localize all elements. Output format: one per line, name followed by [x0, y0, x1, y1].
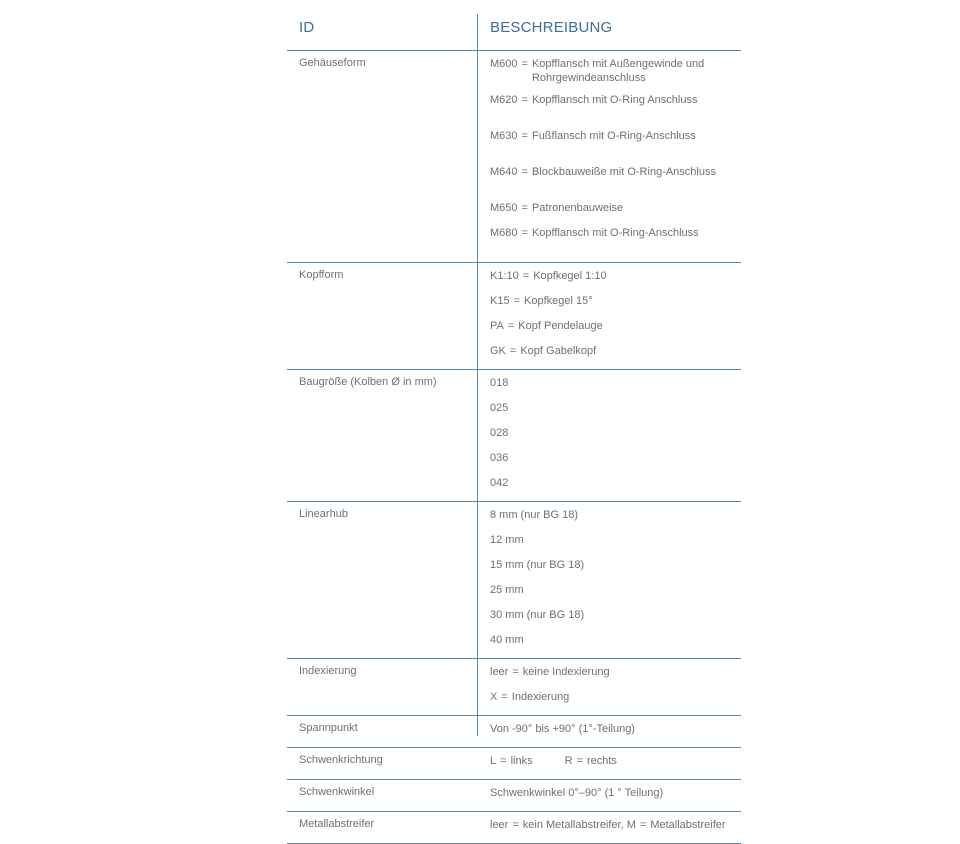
value-text: 30 mm (nur BG 18) [490, 609, 585, 621]
equals-sign: = [512, 819, 519, 831]
equals-sign: = [500, 755, 507, 767]
equals-sign: = [507, 320, 515, 332]
value-row [490, 129, 741, 165]
table-group [287, 812, 741, 844]
value-row [490, 508, 741, 533]
value-text: 028 [490, 427, 509, 439]
group-values [490, 659, 741, 715]
value-text: 12 mm [490, 534, 524, 546]
value-row [490, 57, 741, 93]
value-row [490, 633, 741, 658]
value-text: 036 [490, 452, 509, 464]
equals-sign: = [521, 58, 528, 70]
equals-sign: = [576, 755, 583, 767]
group-label: Schwenkwinkel [299, 786, 375, 798]
group-values [490, 780, 741, 811]
value-row [490, 476, 741, 501]
value-row [490, 294, 741, 319]
value-code: R [564, 755, 573, 767]
header-description: BESCHREIBUNG [490, 19, 613, 36]
table-group [287, 716, 741, 748]
value-code: M680 [490, 227, 518, 239]
value-description: Kopfflansch mit O-Ring Anschluss [531, 94, 698, 106]
equals-sign: = [521, 94, 528, 106]
value-row [490, 451, 741, 476]
value-row [490, 754, 741, 779]
value-code: leer [490, 819, 509, 831]
equals-sign: = [513, 295, 521, 307]
value-text: 8 mm (nur BG 18) [490, 509, 579, 521]
table-group [287, 370, 741, 502]
value-row [490, 558, 741, 583]
value-row [490, 608, 741, 633]
value-code: GK [490, 345, 506, 357]
equals-sign: = [639, 819, 647, 831]
value-row [490, 319, 741, 344]
header-id: ID [299, 19, 315, 36]
value-code: L [490, 755, 497, 767]
value-code: PA [490, 320, 504, 332]
value-description: Kopfkegel 15° [524, 295, 593, 307]
table-group [287, 748, 741, 780]
value-row [490, 583, 741, 608]
table-group [287, 502, 741, 659]
value-row [490, 93, 741, 129]
equals-sign: = [521, 130, 528, 142]
group-values [490, 263, 741, 369]
value-code: M [626, 819, 636, 831]
value-text: Schwenkwinkel 0°–90° (1 ° Teilung) [490, 787, 664, 799]
value-row [490, 722, 741, 747]
value-row [490, 201, 741, 226]
value-description: Fußflansch mit O-Ring-Anschluss [531, 130, 696, 142]
equals-sign: = [521, 202, 528, 214]
table-header [287, 0, 741, 51]
group-label: Metallabstreifer [299, 818, 375, 830]
value-description: Metallabstreifer [650, 819, 726, 831]
spec-table [287, 0, 741, 831]
value-text: 018 [490, 377, 509, 389]
value-description: Kopfkegel 1:10 [533, 270, 607, 282]
value-text: 15 mm (nur BG 18) [490, 559, 585, 571]
group-label: Spannpunkt [299, 722, 358, 734]
group-label: Baugröße (Kolben Ø in mm) [299, 376, 437, 388]
group-label: Gehäuseform [299, 57, 366, 69]
value-text: 40 mm [490, 634, 524, 646]
value-description: Blockbauweiße mit O-Ring-Anschluss [531, 166, 716, 178]
value-description: keine Indexierung [522, 666, 610, 678]
equals-sign: = [521, 227, 528, 239]
value-description: kein Metallabstreifer, [522, 819, 624, 831]
table-group [287, 51, 741, 263]
value-row [490, 426, 741, 451]
value-description: Kopfflansch mit Außengewinde und Rohrgewindeanschluss [531, 58, 705, 84]
group-values [490, 502, 741, 658]
value-code: K1:10 [490, 270, 519, 282]
table-group [287, 263, 741, 370]
value-code: M640 [490, 166, 518, 178]
group-label: Linearhub [299, 508, 348, 520]
equals-sign: = [501, 691, 508, 703]
group-values [490, 748, 741, 779]
value-code: X [490, 691, 498, 703]
table-group [287, 659, 741, 716]
group-values [490, 716, 741, 747]
value-text: Von -90° bis +90° (1°-Teilung) [490, 723, 635, 735]
value-text: 025 [490, 402, 509, 414]
value-row [490, 344, 741, 369]
group-values [490, 812, 741, 843]
group-values [490, 370, 741, 501]
value-description: Kopf Pendelauge [518, 320, 603, 332]
value-description: rechts [586, 755, 617, 767]
table-body [287, 51, 741, 844]
value-code: K15 [490, 295, 510, 307]
value-row [490, 533, 741, 558]
value-code: M600 [490, 58, 518, 70]
value-description: Patronenbauweise [531, 202, 624, 214]
value-code: leer [490, 666, 509, 678]
equals-sign: = [512, 666, 519, 678]
equals-sign: = [522, 270, 530, 282]
equals-sign: = [509, 345, 517, 357]
value-row [490, 665, 741, 690]
value-description: Kopf Gabelkopf [520, 345, 597, 357]
value-text: 25 mm [490, 584, 524, 596]
value-row [490, 818, 741, 843]
group-label: Kopfform [299, 269, 344, 281]
value-row [490, 401, 741, 426]
group-label: Schwenkrichtung [299, 754, 383, 766]
value-code: M630 [490, 130, 518, 142]
value-row [490, 376, 741, 401]
value-description: Kopfflansch mit O-Ring-Anschluss [531, 227, 699, 239]
value-row [490, 786, 741, 811]
value-description: Indexierung [511, 691, 570, 703]
table-group [287, 780, 741, 812]
value-row [490, 690, 741, 715]
group-values [490, 51, 741, 262]
equals-sign: = [521, 166, 528, 178]
value-description: links [510, 755, 533, 767]
value-row [490, 269, 741, 294]
group-label: Indexierung [299, 665, 357, 677]
value-code: M620 [490, 94, 518, 106]
value-row [490, 226, 741, 262]
value-code: M650 [490, 202, 518, 214]
value-row [490, 165, 741, 201]
value-text: 042 [490, 477, 509, 489]
